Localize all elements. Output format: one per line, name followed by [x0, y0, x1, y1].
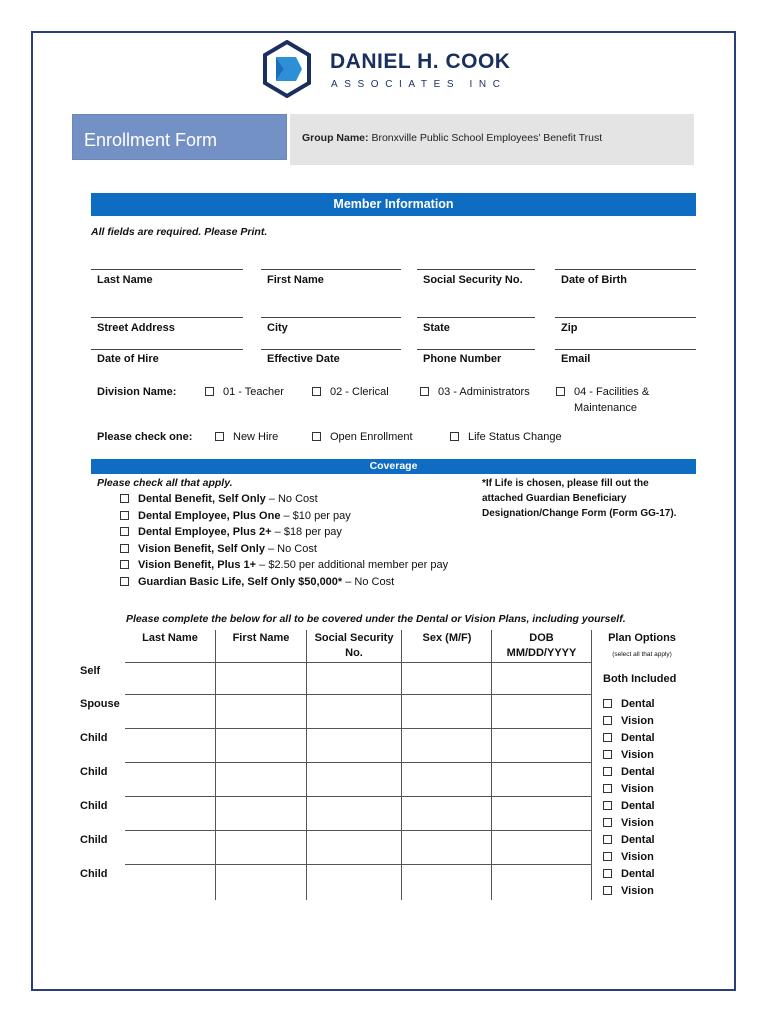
phone-line [417, 349, 535, 350]
street-line [91, 317, 243, 318]
col-last-name: Last Name [142, 632, 198, 644]
row-child-5: Child [80, 868, 108, 880]
grid-line [401, 630, 402, 900]
zip-line [555, 317, 696, 318]
effective-line [261, 349, 401, 350]
row-self: Self [80, 665, 101, 677]
dependents-instructions: Please complete the below for all to be covered under the Dental or Vision Plans, including yourself. [126, 613, 626, 625]
division-label: Division Name: [97, 386, 177, 398]
grid-line [491, 630, 492, 900]
dental-plus-two-checkbox[interactable]: Dental Employee, Plus 2+ – $18 per pay [120, 526, 342, 538]
row-child-1: Child [80, 732, 108, 744]
grid-line [306, 630, 307, 900]
grid-line [125, 830, 591, 831]
child5-plan-options[interactable]: Dental Vision [603, 866, 655, 900]
coverage-header: Coverage [91, 459, 696, 474]
zip-field[interactable]: Zip [561, 322, 578, 334]
col-ssn: Social Security No. [314, 632, 394, 659]
dob-field[interactable]: Date of Birth [561, 274, 627, 286]
ssn-field[interactable]: Social Security No. [423, 274, 523, 286]
division-teacher-checkbox[interactable]: 01 - Teacher [205, 386, 284, 398]
grid-line [125, 864, 591, 865]
dental-plus-one-checkbox[interactable]: Dental Employee, Plus One – $10 per pay [120, 510, 351, 522]
child2-plan-options[interactable]: Dental Vision [603, 764, 655, 798]
col-sex: Sex (M/F) [422, 632, 472, 644]
first-name-line [261, 269, 401, 270]
street-address-field[interactable]: Street Address [97, 322, 175, 334]
new-hire-checkbox[interactable]: New Hire [215, 431, 278, 443]
vision-plus-one-checkbox[interactable]: Vision Benefit, Plus 1+ – $2.50 per additional member per pay [120, 559, 448, 571]
last-name-field[interactable]: Last Name [97, 274, 153, 286]
col-plan-options: Plan Options (select all that apply) [608, 632, 676, 658]
grid-line [125, 796, 591, 797]
city-line [261, 317, 401, 318]
logo-title: DANIEL H. COOK [330, 50, 511, 73]
coverage-instructions: Please check all that apply. [97, 477, 233, 489]
grid-line [125, 694, 591, 695]
open-enrollment-checkbox[interactable]: Open Enrollment [312, 431, 413, 443]
first-name-field[interactable]: First Name [267, 274, 324, 286]
phone-field[interactable]: Phone Number [423, 353, 502, 365]
basic-life-checkbox[interactable]: Guardian Basic Life, Self Only $50,000* – No Cost [120, 576, 394, 588]
child1-plan-options[interactable]: Dental Vision [603, 730, 655, 764]
grid-line [591, 630, 592, 900]
division-facilities-checkbox[interactable]: 04 - Facilities & [556, 386, 649, 398]
row-child-4: Child [80, 834, 108, 846]
col-dob: DOB MM/DD/YYYY [506, 632, 577, 659]
logo-subtitle: ASSOCIATES INC [331, 79, 507, 90]
grid-line [215, 630, 216, 900]
member-info-header: Member Information [91, 193, 696, 216]
group-name: Group Name: Bronxville Public School Employees’ Benefit Trust [302, 132, 603, 144]
vision-self-checkbox[interactable]: Vision Benefit, Self Only – No Cost [120, 543, 317, 555]
last-name-line [91, 269, 243, 270]
row-child-3: Child [80, 800, 108, 812]
email-line [555, 349, 696, 350]
ssn-line [417, 269, 535, 270]
form-title: Enrollment Form [84, 130, 218, 150]
hire-line [91, 349, 243, 350]
effective-date-field[interactable]: Effective Date [267, 353, 340, 365]
division-clerical-checkbox[interactable]: 02 - Clerical [312, 386, 389, 398]
company-logo-icon [262, 40, 312, 98]
child3-plan-options[interactable]: Dental Vision [603, 798, 655, 832]
email-field[interactable]: Email [561, 353, 591, 365]
dob-line [555, 269, 696, 270]
life-status-change-checkbox[interactable]: Life Status Change [450, 431, 562, 443]
row-child-2: Child [80, 766, 108, 778]
child4-plan-options[interactable]: Dental Vision [603, 832, 655, 866]
date-of-hire-field[interactable]: Date of Hire [97, 353, 159, 365]
member-instructions: All fields are required. Please Print. [91, 226, 268, 238]
state-line [417, 317, 535, 318]
check-one-label: Please check one: [97, 431, 193, 443]
city-field[interactable]: City [267, 322, 288, 334]
dental-self-checkbox[interactable]: Dental Benefit, Self Only – No Cost [120, 493, 318, 505]
col-first-name: First Name [232, 632, 290, 644]
grid-line [125, 662, 591, 663]
self-both-included: Both Included [603, 673, 677, 685]
grid-line [125, 762, 591, 763]
state-field[interactable]: State [423, 322, 450, 334]
life-note: *If Life is chosen, please fill out the attached Guardian Beneficiary Designation/Change Form (Form GG-17). [482, 478, 677, 519]
spouse-plan-options[interactable]: Dental Vision [603, 696, 655, 730]
grid-line [125, 728, 591, 729]
division-facilities-label-line2: Maintenance [574, 402, 637, 414]
division-administrators-checkbox[interactable]: 03 - Administrators [420, 386, 530, 398]
row-spouse: Spouse [80, 698, 120, 710]
